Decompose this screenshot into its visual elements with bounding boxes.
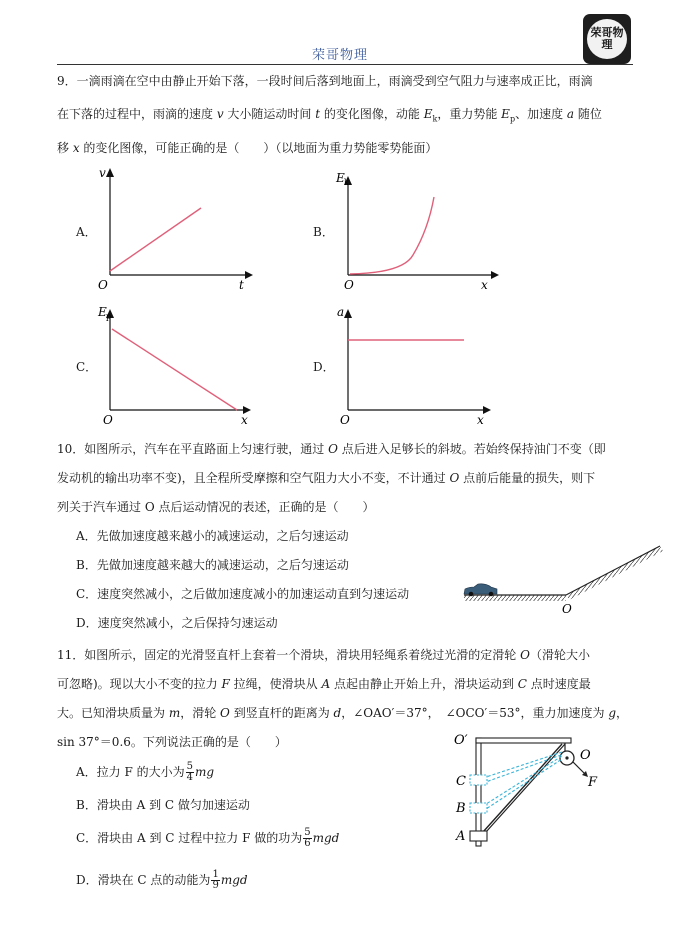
force-arrow bbox=[573, 762, 585, 774]
top-bar bbox=[476, 738, 571, 743]
q11-stem-line2: 可忽略)。现以大小不变的拉力 F 拉绳，使滑块从 A 点起由静止开始上升，滑块运动到 C 点时速度最 bbox=[57, 677, 591, 691]
q9-option-a-label: A． bbox=[76, 225, 97, 239]
label-A: A bbox=[456, 829, 466, 844]
graph-d bbox=[333, 302, 503, 426]
graph-c-ylabel: E bbox=[98, 305, 107, 319]
graph-b-xlabel: x bbox=[481, 278, 488, 292]
diagonal-brace bbox=[483, 744, 562, 832]
slider-at-C bbox=[470, 775, 487, 785]
q10-option-d: D．速度突然减小，之后保持匀速运动 bbox=[76, 616, 278, 630]
q10-option-a: A．先做加速度越来越小的减速运动，之后匀速运动 bbox=[76, 529, 349, 543]
graph-b-curve bbox=[350, 197, 434, 274]
q11-option-d-fraction: $\frac{1}{9}$ bbox=[212, 869, 219, 891]
label-O: O bbox=[580, 748, 591, 763]
q11-option-b: B．滑块由 A 到 C 做匀加速运动 bbox=[76, 798, 250, 812]
q11-pulley-figure bbox=[450, 728, 620, 853]
q9-stem-line1: 9．一滴雨滴在空中由静止开始下落，一段时间后落到地面上，雨滴受到空气阻力与速率成正比，雨滴 bbox=[57, 74, 593, 88]
vertical-rod bbox=[476, 738, 481, 846]
graph-a-y-arrow bbox=[106, 168, 114, 177]
graph-b-x-arrow bbox=[491, 271, 499, 279]
graph-c-xlabel: x bbox=[241, 413, 248, 426]
q11-stem-line3: 大。已知滑块质量为 m，滑轮 O 到竖直杆的距离为 d，∠OAO′＝37°， ∠OCO′＝53°，重力加速度为 g， bbox=[57, 706, 629, 720]
road-hatching bbox=[464, 595, 566, 601]
graph-a-xlabel: t bbox=[239, 278, 244, 292]
label-F: F bbox=[588, 775, 598, 790]
q10-stem-line1: 10．如图所示，汽车在平直路面上匀速行驶，通过 O 点后进入足够长的斜坡。若始终保持油门不变（即 bbox=[57, 442, 606, 456]
q10-stem-line3: 列关于汽车通过 O 点后运动情况的表述，正确的是（ ） bbox=[57, 500, 375, 514]
header-divider bbox=[57, 64, 633, 65]
graph-c-origin: O bbox=[103, 413, 113, 426]
graph-a-line bbox=[110, 208, 201, 271]
brand-logo bbox=[583, 14, 631, 64]
slope-surface bbox=[566, 546, 660, 595]
q10-point-o-label: O bbox=[562, 602, 572, 616]
q9-option-d-label: D． bbox=[313, 360, 335, 374]
q11-stem-line4: sin 37°＝0.6。下列说法正确的是（ ） bbox=[57, 735, 287, 749]
graph-d-y-arrow bbox=[344, 309, 352, 318]
graph-c bbox=[95, 302, 255, 426]
label-B: B bbox=[456, 801, 466, 816]
logo-text: 荣哥物理 bbox=[587, 19, 627, 59]
graph-d-x-arrow bbox=[483, 406, 491, 414]
graph-a-ylabel: v bbox=[99, 166, 106, 180]
page-header-title: 荣哥物理 bbox=[311, 48, 368, 63]
q11-option-d: D．滑块在 C 点的动能为 $\frac{1}{9}$ mgd bbox=[76, 869, 248, 891]
graph-c-line bbox=[112, 329, 237, 410]
rope-to-B-lower bbox=[483, 759, 562, 811]
q11-option-a-fraction: $\frac{5}{4}$ bbox=[186, 761, 193, 783]
q11-stem-line1: 11．如图所示，固定的光滑竖直杆上套着一个滑块，滑块用轻绳系着绕过光滑的定滑轮 O（滑轮大小 bbox=[57, 648, 590, 662]
rope-to-C-lower bbox=[483, 755, 561, 783]
graph-b bbox=[333, 165, 503, 295]
q9-option-b-label: B． bbox=[313, 225, 334, 239]
slider-at-A bbox=[470, 831, 487, 841]
graph-b-origin: O bbox=[344, 278, 354, 292]
graph-b-ysub: k bbox=[344, 178, 349, 187]
q9-stem-line2: 在下落的过程中，雨滴的速度 v 大小随运动时间 t 的变化图像，动能 $E_k$，重力势能 $E_p$、加速度 a 随位 bbox=[57, 107, 602, 124]
label-O-prime: O′ bbox=[454, 733, 468, 748]
q10-road-figure bbox=[460, 538, 670, 618]
q11-option-c-fraction: $\frac{5}{6}$ bbox=[304, 827, 311, 849]
graph-d-origin: O bbox=[340, 413, 350, 426]
graph-a bbox=[95, 165, 255, 295]
q10-stem-line2: 发动机的输出功率不变)，且全程所受摩擦和空气阻力大小不变，不计通过 O 点前后能量的损失，则下 bbox=[57, 471, 596, 485]
graph-a-x-arrow bbox=[245, 271, 253, 279]
label-C: C bbox=[456, 774, 466, 789]
graph-d-xlabel: x bbox=[477, 413, 484, 426]
q11-option-a: A．拉力 F 的大小为 $\frac{5}{4}$ mg bbox=[76, 761, 215, 783]
q11-option-c: C．滑块由 A 到 C 过程中拉力 F 做的功为 $\frac{5}{6}$ mgd bbox=[76, 827, 340, 849]
slider-at-B bbox=[470, 803, 487, 813]
q10-option-b: B．先做加速度越来越大的减速运动，之后匀速运动 bbox=[76, 558, 349, 572]
graph-a-origin: O bbox=[98, 278, 108, 292]
q9-stem-line3: 移 x 的变化图像，可能正确的是（ ）（以地面为重力势能零势能面） bbox=[57, 141, 438, 155]
slope-hatching bbox=[566, 546, 663, 600]
graph-b-ylabel: E bbox=[336, 171, 345, 185]
q9-option-c-label: C． bbox=[76, 360, 98, 374]
rope-to-C-upper bbox=[483, 752, 562, 778]
q10-option-c: C．速度突然减小，之后做加速度减小的加速运动直到匀速运动 bbox=[76, 587, 410, 601]
graph-c-ysub: p bbox=[106, 312, 112, 321]
rope-to-B-upper bbox=[483, 756, 562, 806]
graph-d-ylabel: a bbox=[337, 305, 345, 319]
